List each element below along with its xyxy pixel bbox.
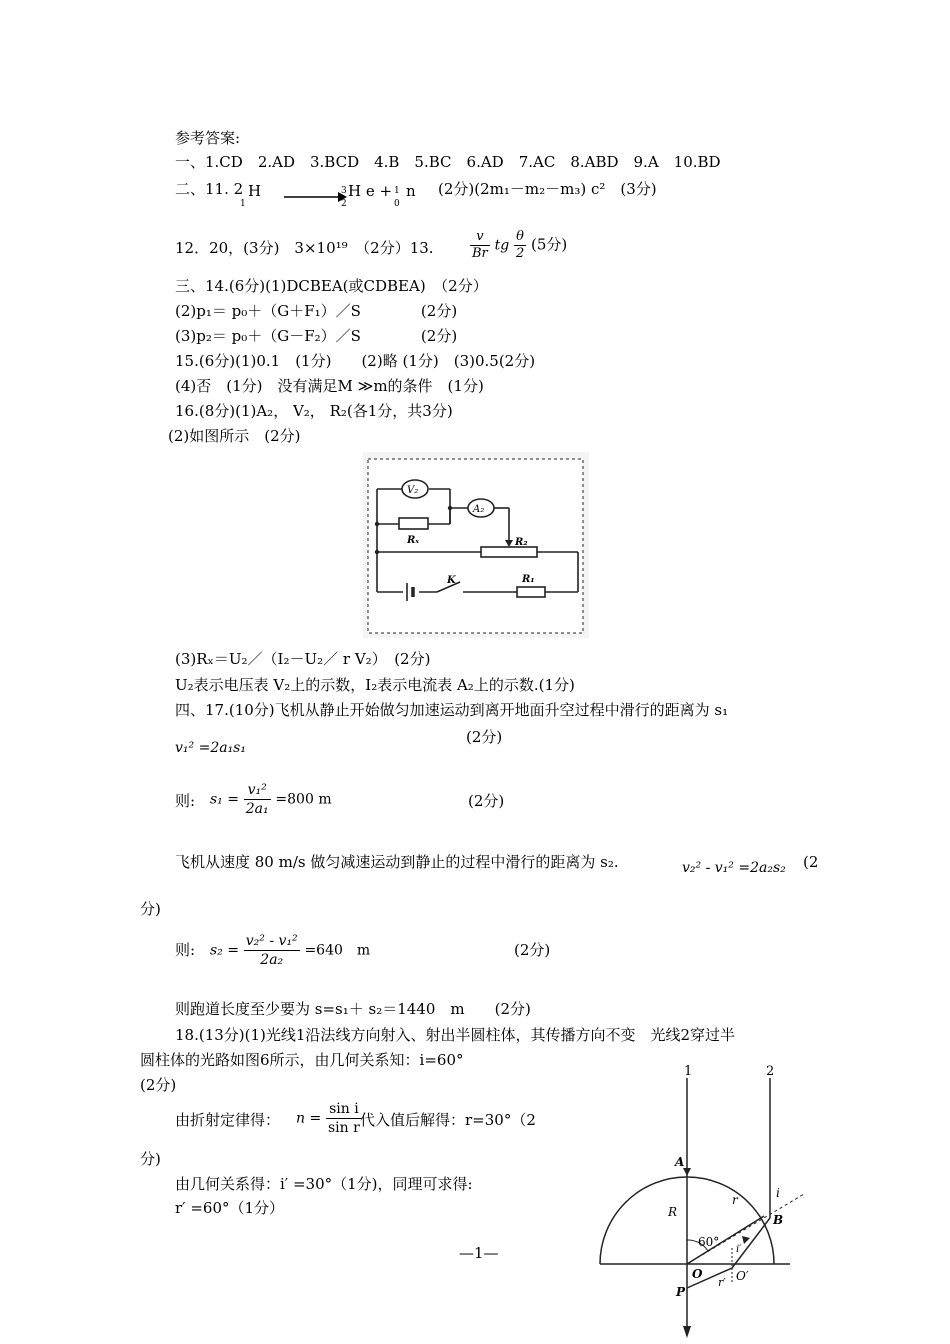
q11-tail: (2分)(2m₁－m₂－m₃) c² (3分) (438, 180, 657, 198)
ray-2-label: 2 (766, 1064, 775, 1079)
ray-1-exit-arrow-icon (683, 1326, 691, 1338)
voltmeter-label: V₂ (407, 485, 419, 496)
q13-tg: tg (494, 237, 510, 254)
point-o-label: O (692, 1267, 703, 1281)
q12-text: 12．20，(3分) 3×10¹⁹ （2分）13. (175, 239, 434, 257)
q17-s1-den: 2a₁ (245, 801, 269, 817)
switch-label: K (447, 575, 456, 586)
q18-refract-tail: 代入值后解得：r=30°（2 (360, 1111, 536, 1129)
q18-refract-lead: 由折射定律得： (175, 1111, 281, 1129)
q17-mark-1: (2分) (466, 728, 503, 746)
angle-r-label: r (732, 1193, 738, 1207)
q18-line-7: r′ =60°（1分） (175, 1199, 285, 1217)
q17-s2-den: 2a₂ (260, 952, 284, 968)
q11-product1-charge: 2 (341, 199, 347, 209)
q13-frac-den: Br (472, 246, 488, 261)
q17-then-1: 则: (175, 792, 196, 810)
reaction-arrow (284, 190, 348, 204)
circuit-diagram (363, 452, 589, 638)
q18-line-3: (2分) (140, 1076, 177, 1094)
resistor-r1-icon (517, 587, 545, 597)
q17-eq-1: v₁² =2a₁s₁ (175, 740, 246, 756)
q17-then-2: 则: (175, 941, 196, 959)
q17-s1-num: v₁² (244, 781, 271, 800)
q17-s2-formula (210, 932, 370, 969)
q13-tail: (5分) (531, 235, 568, 254)
point-b-label: B (773, 1213, 784, 1227)
q17-s2-num: v₂² - v₁² (245, 933, 298, 949)
q13-formula (470, 229, 567, 262)
q18-line-2: 圆柱体的光路如图6所示，由几何关系知：i=60° (140, 1051, 464, 1069)
q11-product1-mass: 3 (341, 186, 347, 196)
q14-line-1: 三、14.(6分)(1)DCBEA(或CDBEA) （2分） (175, 277, 488, 295)
q17-mark-3a: (2 (803, 853, 819, 871)
q18-n-den: sin r (327, 1120, 360, 1136)
angle-i-prime-label: i′ (736, 1244, 742, 1255)
q11-product1: H e + (348, 182, 393, 200)
q17-s1-lhs: s₁ = (210, 791, 239, 808)
angle-i-label: i (776, 1186, 780, 1200)
q16-line-3: (3)Rₓ＝U₂／（I₂－U₂／ r V₂） (2分) (175, 650, 431, 668)
q14-line-3: (3)p₂＝ p₀＋（G－F₂）／S (2分) (175, 327, 458, 345)
q17-runway: 则跑道长度至少要为 s=s₁＋ s₂＝1440 m (2分) (175, 1000, 531, 1018)
point-p-label: P (676, 1285, 686, 1299)
q13-theta-num: θ (514, 229, 526, 246)
q16-line-1: 16.(8分)(1)A₂， V₂， R₂(各1分，共3分) (175, 402, 453, 420)
resistor-rx-icon (399, 518, 428, 529)
ray-1-label: 1 (684, 1064, 693, 1079)
q18-n-lhs: n = (296, 1110, 322, 1127)
q17-mark-4: (2分) (514, 941, 551, 959)
point-a-label: A (675, 1155, 685, 1169)
point-o-prime-label: O′ (736, 1269, 749, 1283)
r1-label: R₁ (522, 574, 535, 585)
ammeter-label: A₂ (473, 504, 485, 515)
angle-60-label: 60° (698, 1235, 720, 1249)
q17-eq-2: v₂² - v₁² =2a₂s₂ (682, 860, 786, 876)
rheostat-r2-icon (481, 547, 537, 557)
q17-s2-rhs: =640 m (304, 942, 371, 959)
page-number: —1— (459, 1244, 499, 1262)
heading: 参考答案: (175, 129, 241, 147)
q15-line-1: 15.(6分)(1)0.1 (1分) (2)略 (1分) (3)0.5(2分) (175, 352, 536, 370)
rx-label: Rₓ (407, 535, 420, 546)
q11-reactant-charge: 1 (240, 199, 246, 209)
q16-line-2: (2)如图所示 (2分) (168, 427, 301, 445)
figure6-diagram (590, 1058, 820, 1344)
q18-n-num: sin i (326, 1100, 362, 1119)
circuit-border (368, 459, 583, 633)
q11-product2: n (406, 182, 416, 200)
q17-s1-rhs: =800 m (275, 791, 332, 808)
q13-theta-den: 2 (515, 246, 525, 261)
q18-line-6: 由几何关系得：i′ =30°（1分)，同理可求得: (175, 1175, 473, 1193)
ray-1-arrow-icon (683, 1168, 691, 1176)
q11-product2-charge: 0 (394, 199, 400, 209)
q18-n-formula (296, 1100, 362, 1137)
radius-label: R (668, 1205, 678, 1219)
q18-line-1: 18.(13分)(1)光线1沿法线方向射入、射出半圆柱体，其传播方向不变 光线2穿过半 (175, 1026, 735, 1044)
r2-label: R₂ (515, 537, 528, 548)
q11-product2-mass: 1 (394, 186, 400, 196)
q17-line-2: 飞机从速度 80 m/s 做匀减速运动到静止的过程中滑行的距离为 s₂. (175, 853, 619, 871)
q11-reactant: H (248, 182, 262, 200)
q11-lead: 二、11. 2 (175, 180, 244, 198)
q14-line-2: (2)p₁＝ p₀＋（G＋F₁）／S (2分) (175, 302, 458, 320)
q13-frac-num: v (470, 229, 490, 246)
q17-line-1: 四、17.(10分)飞机从静止开始做匀加速运动到离开地面升空过程中滑行的距离为 s₁ (175, 701, 729, 719)
q17-mark-2: (2分) (468, 792, 505, 810)
q17-s2-lhs: s₂ = (210, 942, 239, 959)
angle-r-prime-label: r′ (718, 1276, 726, 1289)
q15-line-2: (4)否 (1分) 没有满足M ≫m的条件 (1分) (175, 377, 484, 395)
ray-2-arrow-icon (742, 1236, 750, 1244)
q17-mark-3b: 分) (140, 900, 161, 918)
section1-answers: 一、1.CD 2.AD 3.BCD 4.B 5.BC 6.AD 7.AC 8.ABD 9.A 10.BD (175, 153, 721, 171)
q17-s1-formula (210, 781, 332, 818)
q18-line-5: 分) (140, 1150, 161, 1168)
q16-line-4: U₂表示电压表 V₂上的示数，I₂表示电流表 A₂上的示数.(1分) (175, 676, 575, 694)
